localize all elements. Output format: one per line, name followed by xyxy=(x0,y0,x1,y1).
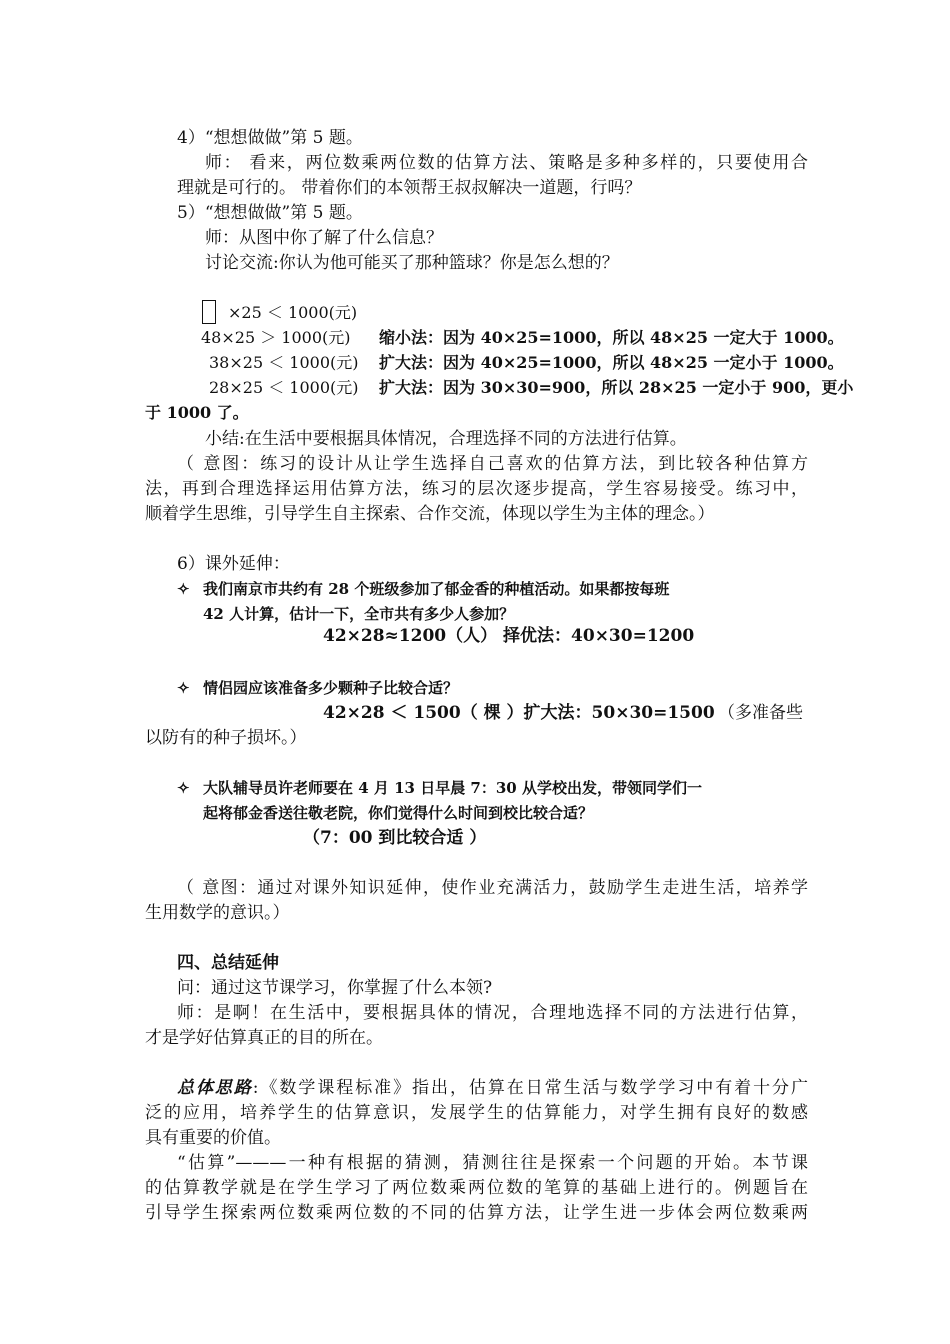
question-2-answer: 42×28 ＜ 1500（ 棵 ）扩大法：50×30=1500 xyxy=(323,703,715,723)
overall-line-4: “估算”———一种有根据的猜测，猜测往往是探索一个问题的开始。本节课 xyxy=(177,1153,808,1173)
question-1-line-1: ✧ 我们南京市共约有 28 个班级参加了郁金香的种植活动。如果都按每班 xyxy=(177,580,670,598)
item5-heading: 5）“想想做做”第 5 题。 xyxy=(177,203,363,223)
extension-title: 6）课外延伸： xyxy=(177,554,290,574)
formula-row-3-continued: 于 1000 了。 xyxy=(145,403,249,422)
star-bullet-icon: ✧ xyxy=(177,580,190,598)
formula-row-3-expr: 28×25 ＜ 1000(元) xyxy=(209,378,359,397)
star-bullet-icon: ✧ xyxy=(177,779,190,797)
section-4-heading: 四、总结延伸 xyxy=(177,953,279,973)
formula-row-1-method: 缩小法：因为 40×25=1000，所以 48×25 一定大于 1000。 xyxy=(379,328,844,347)
item4-teacher-line1: 师： 看来，两位数乘两位数的估算方法、策略是多种多样的，只要使用合 xyxy=(205,153,808,173)
item4-heading: 4）“想想做做”第 5 题。 xyxy=(177,128,363,148)
overall-label: 总体思路 xyxy=(177,1078,253,1098)
section-4-teacher-line-1: 师：是啊！在生活中，要根据具体的情况，合理地选择不同的方法进行估算， xyxy=(177,1003,808,1023)
intent-line-2: 法，再到合理选择运用估算方法，练习的层次逐步提高，学生容易接受。练习中， xyxy=(145,479,808,499)
item5-discussion: 讨论交流:你认为他可能买了那种篮球？你是怎么想的？ xyxy=(205,253,619,273)
extension-intent-line-1: （ 意图：通过对课外知识延伸，使作业充满活力，鼓励学生走进生活，培养学 xyxy=(177,878,808,898)
question-3-line-1: ✧ 大队辅导员许老师要在 4 月 13 日早晨 7：30 从学校出发，带领同学们一 xyxy=(177,779,702,797)
formula-row-1-expr: 48×25 ＞ 1000(元) xyxy=(201,328,351,347)
question-1-answer: 42×28≈1200（人） 择优法：40×30=1200 xyxy=(323,626,695,646)
extension-intent-line-2: 生用数学的意识。） xyxy=(145,903,290,923)
question-2-note-line-2: 以防有的种子损坏。） xyxy=(145,728,307,748)
overall-line-1: 总体思路:《数学课程标准》指出，估算在日常生活与数学学习中有着十分广 xyxy=(177,1078,808,1098)
formula-row-3-method: 扩大法：因为 30×30=900，所以 28×25 一定小于 900，更小 xyxy=(379,378,854,397)
star-bullet-icon: ✧ xyxy=(177,679,190,697)
formula-blank: ×25 ＜ 1000(元) xyxy=(228,303,358,322)
section-4-teacher-line-2: 才是学好估算真正的目的所在。 xyxy=(145,1028,383,1048)
intent-line-1: （ 意图：练习的设计从让学生选择自己喜欢的估算方法，到比较各种估算方 xyxy=(177,454,808,474)
section-4-question: 问：通过这节课学习，你掌握了什么本领? xyxy=(177,978,493,998)
item5-teacher: 师：从图中你了解了什么信息？ xyxy=(205,228,443,248)
question-3-answer: （7：00 到比较合适 ） xyxy=(303,828,487,848)
formula-row-2-method: 扩大法：因为 40×25=1000，所以 48×25 一定小于 1000。 xyxy=(379,353,844,372)
summary: 小结:在生活中要根据具体情况，合理选择不同的方法进行估算。 xyxy=(205,429,687,449)
intent-line-3: 顺着学生思维，引导学生自主探索、合作交流，体现以学生为主体的理念。） xyxy=(145,504,715,524)
blank-box xyxy=(202,300,216,324)
question-1-line-2: 42 人计算，估计一下，全市共有多少人参加？ xyxy=(203,605,515,623)
overall-line-5: 的估算教学就是在学生学习了两位数乘两位数的笔算的基础上进行的。例题旨在 xyxy=(145,1178,808,1198)
question-2: ✧ 情侣园应该准备多少颗种子比较合适？ xyxy=(177,679,459,697)
question-2-note-line-1: （多准备些 xyxy=(718,703,803,723)
overall-line-2: 泛的应用，培养学生的估算意识，发展学生的估算能力，对学生拥有良好的数感 xyxy=(145,1103,808,1123)
formula-row-2-expr: 38×25 ＜ 1000(元) xyxy=(209,353,359,372)
overall-line-6: 引导学生探索两位数乘两位数的不同的估算方法，让学生进一步体会两位数乘两 xyxy=(145,1203,808,1223)
question-3-line-2: 起将郁金香送往敬老院，你们觉得什么时间到校比较合适？ xyxy=(203,804,594,822)
overall-line-3: 具有重要的价值。 xyxy=(145,1128,281,1148)
item4-teacher-line2: 理就是可行的。 带着你们的本领帮王叔叔解决一道题，行吗？ xyxy=(177,178,642,198)
